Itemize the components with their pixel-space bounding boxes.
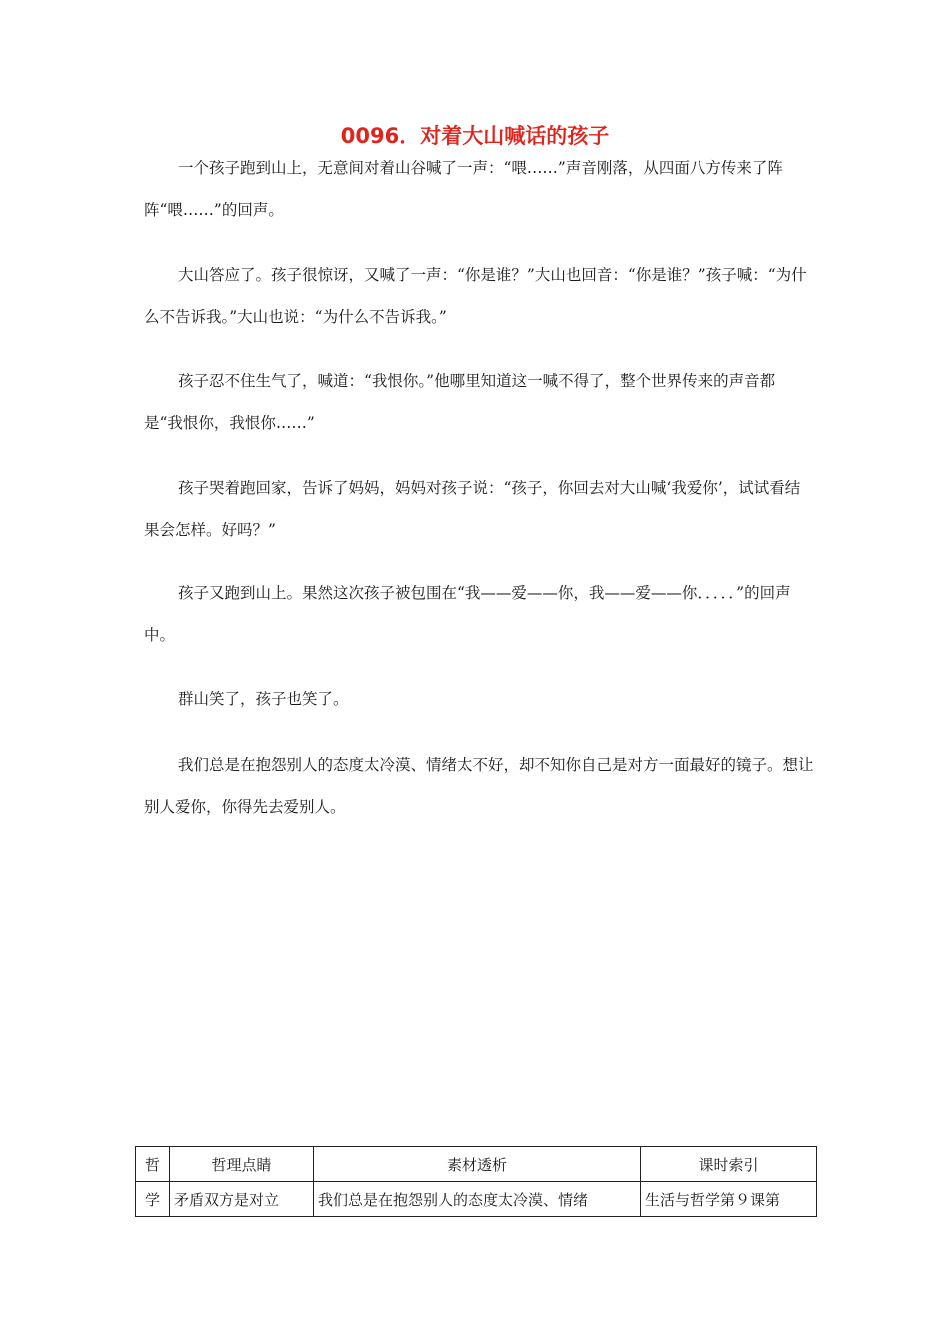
paragraph-2: 大山答应了。孩子很惊讶，又喊了一声：“你是谁？”大山也回音：“你是谁？”孩子喊：“为什么不告诉我。”大山也说：“为什么不告诉我。”: [144, 266, 807, 326]
paragraph-3: 孩子忍不住生气了，喊道：“我恨你。”他哪里知道这一喊不得了，整个世界传来的声音都是“我恨你，我恨你……”: [144, 372, 776, 432]
paragraph-5: 孩子又跑到山上。果然这次孩子被包围在“我——爱——你，我——爱——你．．．．．”的回声中。: [144, 584, 791, 644]
table-cell: 生活与哲学第９课第: [641, 1182, 817, 1217]
table-header-cell: 素材透析: [314, 1147, 641, 1182]
table-header-cell: 课时索引: [641, 1147, 817, 1182]
paragraph-6: 群山笑了，孩子也笑了。: [178, 690, 349, 708]
table-header-cell: 哲: [136, 1147, 170, 1182]
table-cell: 矛盾双方是对立: [170, 1182, 314, 1217]
paragraph-4: 孩子哭着跑回家，告诉了妈妈，妈妈对孩子说：“孩子，你回去对大山喊‘我爱你’，试试看结果会怎样。好吗？”: [144, 479, 801, 539]
summary-table: [135, 1146, 817, 1217]
table-header-row: [136, 1147, 817, 1182]
paragraph-1: 一个孩子跑到山上，无意间对着山谷喊了一声：“喂……”声音刚落，从四面八方传来了阵阵“喂……”的回声。: [144, 159, 783, 219]
table-cell: 学: [136, 1182, 170, 1217]
paragraph-7: 我们总是在抱怨别人的态度太冷漠、情绪太不好，却不知你自己是对方一面最好的镜子。想让别人爱你，你得先去爱别人。: [144, 756, 814, 816]
table-row: [136, 1182, 817, 1217]
table-cell: 我们总是在抱怨别人的态度太冷漠、情绪: [314, 1182, 641, 1217]
article-title: 0096．对着大山喊话的孩子: [340, 124, 610, 148]
table-header-cell: 哲理点睛: [170, 1147, 314, 1182]
